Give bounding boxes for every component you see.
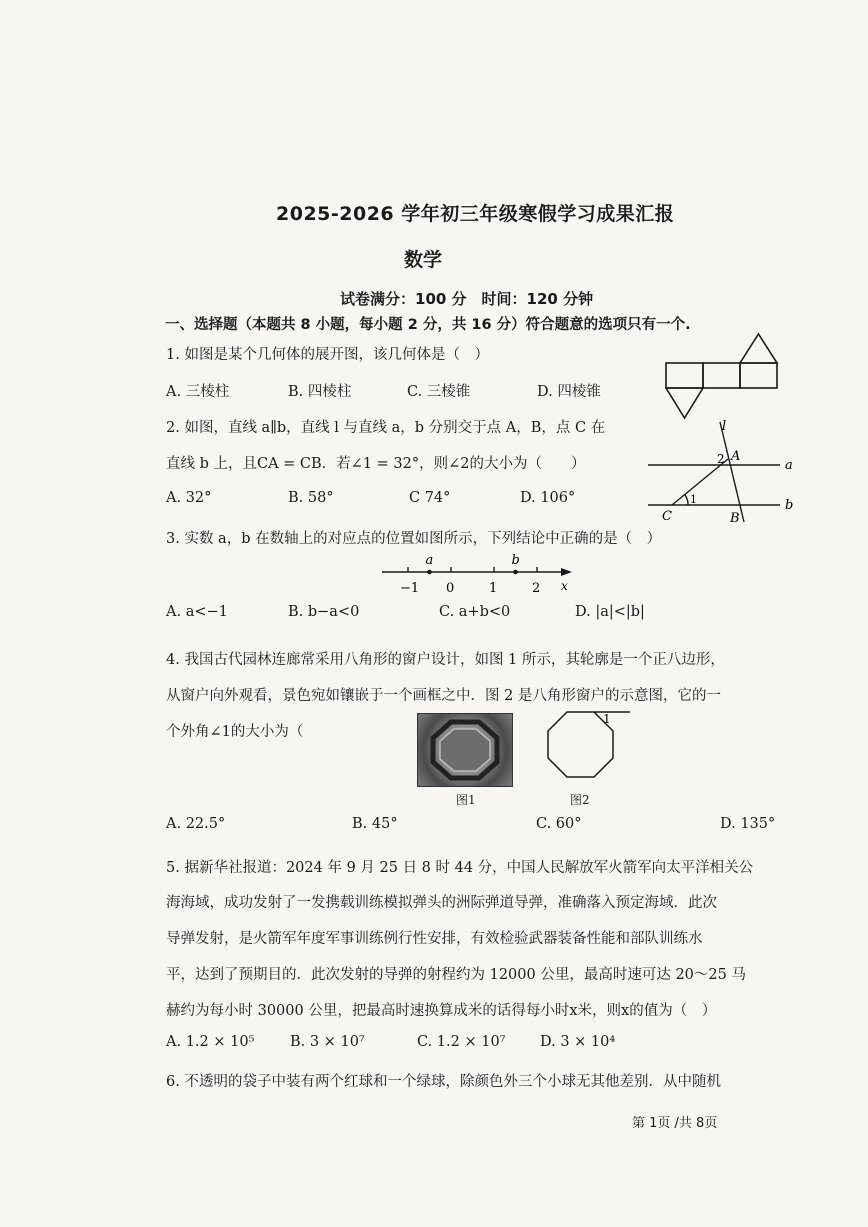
q4-option-b: B. 45°	[352, 816, 398, 832]
subject-title: 数学	[404, 249, 443, 271]
q2-option-b: B. 58°	[288, 490, 334, 506]
q5-option-d: D. 3 × 10⁴	[540, 1034, 616, 1050]
tick-2: 2	[532, 581, 541, 596]
question-4-line1: 4. 我国古代园林连廊常采用八角形的窗户设计，如图 1 所示，其轮廓是一个正八边形，	[166, 652, 725, 668]
q4-option-d: D. 135°	[720, 816, 776, 832]
q1-option-b: B. 四棱柱	[288, 384, 352, 400]
line-l	[720, 422, 744, 522]
question-5-line1: 5. 据新华社报道：2024 年 9 月 25 日 8 时 44 分，中国人民解放军火箭军向太平洋相关公	[166, 860, 754, 876]
tick-1: 1	[489, 581, 498, 596]
page-number: 第 1页 /共 8页	[632, 1116, 718, 1131]
q4-option-a: A. 22.5°	[166, 816, 226, 832]
octagon-window-photo	[417, 713, 513, 787]
q3-option-d: D. |a|<|b|	[575, 604, 645, 620]
question-5-line5: 赫约为每小时 30000 公里，把最高时速换算成米的话得每小时x米，则x的值为（ ）	[166, 1003, 717, 1019]
question-5-line2: 海海域，成功发射了一发携载训练模拟弹头的洲际弹道导弹，准确落入预定海域．此次	[166, 895, 717, 911]
question-4-line3: 个外角∠1的大小为（	[166, 724, 304, 740]
octagon-angle-label: 1	[603, 712, 611, 726]
q2-option-a: A. 32°	[166, 490, 212, 506]
label-x: x	[561, 579, 568, 593]
q1-net-figure	[660, 330, 820, 422]
tick-minus-1: −1	[400, 581, 420, 596]
label-l: l	[722, 419, 727, 434]
tick-0: 0	[446, 581, 455, 596]
label-a: a	[785, 458, 793, 473]
question-3-text: 3. 实数 a，b 在数轴上的对应点的位置如图所示，下列结论中正确的是（ ）	[166, 531, 662, 547]
q4-option-c: C. 60°	[536, 816, 582, 832]
question-5-line3: 导弹发射，是火箭军年度军事训练例行性安排，有效检验武器装备性能和部队训练水	[166, 931, 703, 947]
label-b: b	[785, 498, 794, 513]
label-point-c: C	[662, 509, 672, 524]
label-point-b: B	[730, 511, 740, 526]
q3-option-b: B. b−a<0	[288, 604, 360, 620]
q3-option-a: A. a<−1	[166, 604, 228, 620]
q3-option-c: C. a+b<0	[439, 604, 511, 620]
q2-option-c: C 74°	[409, 490, 451, 506]
q3-number-line	[378, 550, 578, 598]
fig2-caption: 图2	[570, 793, 590, 807]
question-4-line2: 从窗户向外观看，景色宛如镶嵌于一个画框之中．图 2 是八角形窗户的示意图，它的一	[166, 688, 721, 704]
label-point-a: A	[731, 449, 741, 464]
question-2-line2: 直线 b 上，且CA = CB．若∠1 = 32°，则∠2的大小为（ ）	[166, 456, 586, 472]
point-b-dot	[513, 570, 518, 575]
point-a-dot	[427, 570, 432, 575]
q5-option-a: A. 1.2 × 10⁵	[166, 1034, 255, 1050]
label-b: b	[511, 553, 520, 568]
question-2-line1: 2. 如图，直线 a∥b，直线 l 与直线 a，b 分别交于点 A，B，点 C 在	[166, 420, 606, 436]
q1-option-d: D. 四棱锥	[537, 384, 601, 400]
q5-option-c: C. 1.2 × 10⁷	[417, 1034, 506, 1050]
question-5-line4: 平，达到了预期目的．此次发射的导弹的射程约为 12000 公里，最高时速可达 20～25 马	[166, 967, 746, 983]
label-a: a	[425, 553, 434, 568]
exam-meta: 试卷满分：100 分 时间：120 分钟	[340, 290, 594, 308]
exam-title: 2025-2026 学年初三年级寒假学习成果汇报	[276, 203, 675, 225]
q2-option-d: D. 106°	[520, 490, 576, 506]
section-heading: 一、选择题（本题共 8 小题，每小题 2 分，共 16 分）符合题意的选项只有一个.	[165, 317, 691, 333]
q5-option-b: B. 3 × 10⁷	[290, 1034, 365, 1050]
label-angle-1: 1	[690, 493, 697, 506]
q1-option-a: A. 三棱柱	[166, 384, 230, 400]
q4-octagon-figure	[538, 706, 634, 788]
question-6-line1: 6. 不透明的袋子中装有两个红球和一个绿球，除颜色外三个小球无其他差别．从中随机	[166, 1074, 721, 1090]
question-1-text: 1. 如图是某个几何体的展开图，该几何体是（ ）	[166, 347, 489, 363]
q1-option-c: C. 三棱锥	[407, 384, 471, 400]
q2-parallel-lines-figure	[640, 418, 810, 526]
fig1-caption: 图1	[456, 793, 476, 807]
label-angle-2: 2	[717, 452, 725, 466]
